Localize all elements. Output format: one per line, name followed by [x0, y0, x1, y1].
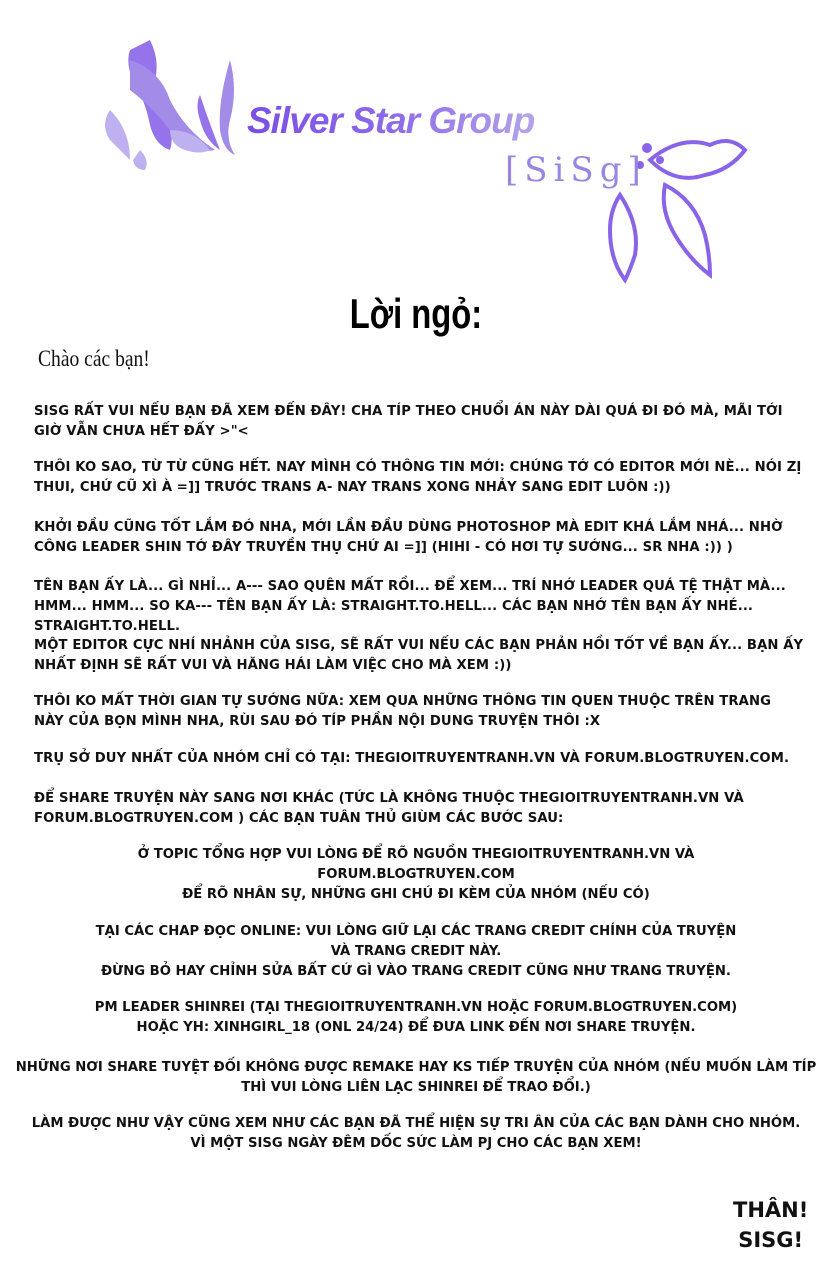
rule-block — [0, 1114, 832, 1154]
rule-line: VÀ TRANG CREDIT NÀY. — [330, 944, 502, 959]
logo-tag: [SiSg] — [505, 150, 647, 190]
signature — [733, 1195, 808, 1255]
rule-block — [0, 845, 832, 905]
rule-line: TẠI CÁC CHAP ĐỌC ONLINE: VUI LÒNG GIỮ LẠI CÁC TRANG CREDIT CHÍNH CỦA TRUYỆN — [95, 924, 737, 939]
paragraph: THÔI KO MẤT THỜI GIAN TỰ SƯỚNG NỮA: XEM QUA NHỮNG THÔNG TIN QUEN THUỘC TRÊN TRANG NÀY CỦA BỌN MÌNH NHA, RÙI SAU ĐÓ TÍP PHẦN NỘI DUNG TRUYỆN THÔI :X — [34, 694, 772, 729]
signature-line: THÂN! — [733, 1198, 809, 1222]
rule-line: NHỮNG NƠI SHARE TUYỆT ĐỐI KHÔNG ĐƯỢC REMAKE HAY KS TIẾP TRUYỆN CỦA NHÓM (NẾU MUỐN LÀM TÍP — [15, 1060, 817, 1075]
rule-block — [0, 1058, 832, 1098]
rule-line: LÀM ĐƯỢC NHƯ VẬY CŨNG XEM NHƯ CÁC BẠN ĐÃ THỂ HIỆN SỰ TRI ÂN CỦA CÁC BẠN DÀNH CHO NHÓM. — [31, 1116, 801, 1131]
paragraph: TÊN BẠN ẤY LÀ... GÌ NHỈ... A--- SAO QUÊN MẤT RỒI... ĐỂ XEM... TRÍ NHỚ LEADER QUÁ TỆ THẬT MÀ... HMM... HMM... SO KA--- TÊN BẠN ẤY LÀ: STRAIGHT.TO.HELL... CÁC BẠN NHỚ TÊN BẠN ẤY NHÉ... STRAIGHT.TO.HELL. — [34, 579, 786, 634]
paragraph: THÔI KO SAO, TỪ TỪ CŨNG HẾT. NAY MÌNH CÓ THÔNG TIN MỚI: CHÚNG TỚ CÓ EDITOR MỚI NÈ... NÓI ZỊ THUI, CHỨ CŨ XÌ À =]] TRƯỚC TRANS A- NAY TRANS XONG NHẢY SANG EDIT LUÔN :)) — [34, 460, 802, 495]
paragraph: KHỞI ĐẦU CŨNG TỐT LẮM ĐÓ NHA, MỚI LẦN ĐẦU DÙNG PHOTOSHOP MÀ EDIT KHÁ LẮM NHÁ... NHỜ CÔNG LEADER SHIN TỚ ĐÂY TRUYỀN THỤ CHỨ AI =]] (HIHI - CÓ HƠI TỰ SƯỚNG... SR NHA :)) ) — [34, 520, 783, 555]
rule-line: ĐỪNG BỎ HAY CHỈNH SỬA BẤT CỨ GÌ VÀO TRANG CREDIT CŨNG NHƯ TRANG TRUYỆN. — [101, 964, 731, 979]
rule-line: ĐỂ RÕ NHÂN SỰ, NHỮNG GHI CHÚ ĐI KÈM CỦA NHÓM (NẾU CÓ) — [182, 887, 650, 902]
rule-line: THÌ VUI LÒNG LIÊN LẠC SHINREI ĐỂ TRAO ĐỔI.) — [241, 1080, 591, 1095]
paragraph: SISG RẤT VUI NẾU BẠN ĐÃ XEM ĐẾN ĐÂY! CHA TÍP THEO CHUỔI ÁN NÀY DÀI QUÁ ĐI ĐÓ MÀ, MÃI TỚI GIỜ VẪN CHƯA HẾT ĐẤY >"< — [34, 404, 783, 439]
rule-line: HOẶC YH: XINHGIRL_18 (ONL 24/24) ĐỂ ĐƯA LINK ĐẾN NƠI SHARE TRUYỆN. — [136, 1020, 696, 1035]
rule-line: FORUM.BLOGTRUYEN.COM — [317, 867, 515, 882]
paragraph: MỘT EDITOR CỰC NHÍ NHẢNH CỦA SISG, SẼ RẤT VUI NẾU CÁC BẠN PHẢN HỒI TỐT VỀ BẠN ẤY... BẠN ẤY NHẤT ĐỊNH SẼ RẤT VUI VÀ HĂNG HÁI LÀM VIỆC CHO MÀ XEM :)) — [34, 638, 804, 673]
page-title: Lời ngỏ: — [349, 290, 483, 337]
logo-name: Silver Star Group — [247, 100, 535, 141]
rule-block — [0, 922, 832, 982]
group-logo — [0, 0, 832, 290]
rule-line: PM LEADER SHINREI (TẠI THEGIOITRUYENTRANH.VN HOẶC FORUM.BLOGTRUYEN.COM) — [94, 1000, 738, 1015]
signature-line: SISG! — [738, 1228, 804, 1252]
rule-line: Ở TOPIC TỔNG HỢP VUI LÒNG ĐỂ RÕ NGUỒN THEGIOITRUYENTRANH.VN VÀ — [137, 847, 695, 862]
paragraph: TRỤ SỞ DUY NHẤT CỦA NHÓM CHỈ CÓ TẠI: THEGIOITRUYENTRANH.VN VÀ FORUM.BLOGTRUYEN.COM. — [34, 751, 790, 766]
greeting: Chào các bạn! — [38, 346, 150, 371]
paragraph: ĐỂ SHARE TRUYỆN NÀY SANG NƠI KHÁC (TỨC LÀ KHÔNG THUỘC THEGIOITRUYENTRANH.VN VÀ FORUM.BLOGTRUYEN.COM ) CÁC BẠN TUÂN THỦ GIÙM CÁC BƯỚC SAU: — [34, 791, 744, 826]
rule-block — [0, 998, 832, 1038]
rule-line: VÌ MỘT SISG NGÀY ĐÊM DỐC SỨC LÀM PJ CHO CÁC BẠN XEM! — [190, 1136, 642, 1151]
flourish-icon — [0, 0, 832, 290]
